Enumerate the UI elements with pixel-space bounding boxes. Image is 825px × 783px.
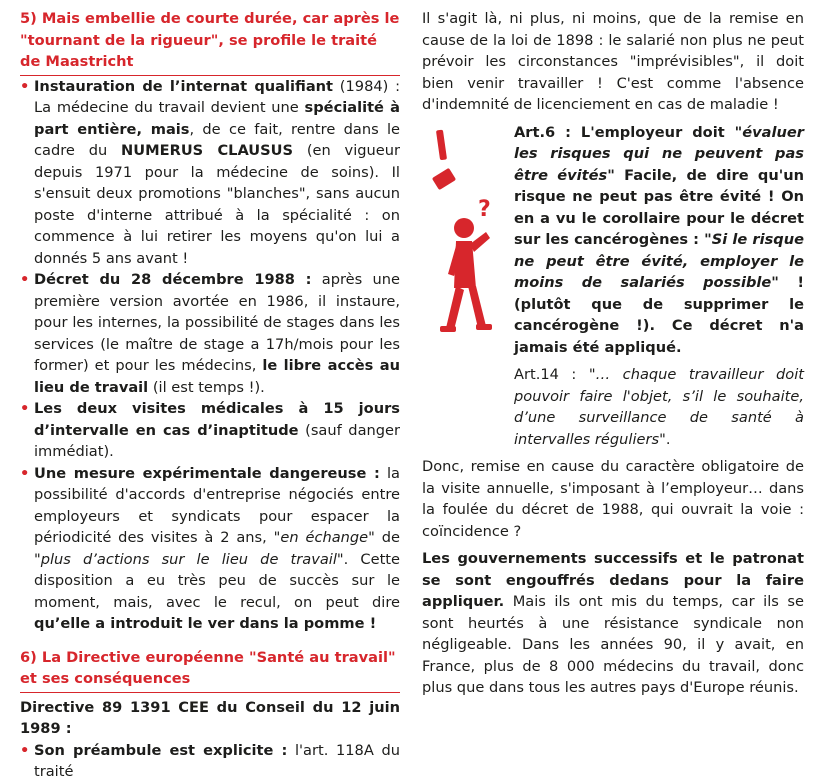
left-column — [20, 8, 400, 783]
para4-text: Mais ils ont mis du temps, car ils se sont heurtés à une résistance syndicale non négligeable. Dans les années 90, il y avait, en France, plus de 8 000 médecins du travail, donc plus que dans tous les autres pays d'Europe réunis. — [422, 593, 804, 696]
bullet4-text: la possibilité d'accords d'entreprise négociés entre employeurs et syndicats pour espacer la périodicité des visites à 2 ans, — [34, 464, 401, 546]
bullet2-text: après une première version avortée en 1986, il instaure, pour les internes, la possibilité de stages dans les services (le maître de stage a 17h/mois pour les former) et pour les médecins, — [34, 271, 400, 374]
art14-label: Art.14 : — [514, 366, 589, 383]
art6-comment-2: ! (plutôt que de supprimer le cancérogène !). Ce décret n'a jamais été appliqué. — [514, 274, 804, 356]
bullet4-text-2: de — [374, 529, 400, 546]
list-item — [20, 269, 400, 398]
bullet3-text: (sauf danger immédiat). — [34, 421, 401, 460]
section-6-heading: 6) La Directive européenne "Santé au travail" et ses conséquences — [20, 647, 400, 693]
spacer — [20, 635, 400, 647]
bullet3-title: Les deux visites médicales à 15 jours d’intervalle en cas d’inaptitude — [34, 400, 400, 439]
bullet2-text-2: (il est temps !). — [148, 378, 265, 396]
list-item — [20, 463, 400, 635]
paragraph-conclusion: Donc, remise en cause du caractère obligatoire de la visite annuelle, s'imposant à l’employeur… dans la foulée du décret de 1988, qui ouvrait la voie : coïncidence ? — [422, 458, 804, 540]
bullet4-quote-2: "plus d’actions sur le lieu de travail" — [34, 550, 344, 568]
art14-end: . — [665, 430, 671, 448]
bullet5-title: Son préambule est explicite : — [34, 741, 288, 759]
bullet5-text: l'art. 118A du traité — [34, 741, 400, 780]
falling-worker-icon — [426, 128, 512, 358]
bullet4-conclusion: qu’elle a introduit le ver dans la pomme ! — [34, 615, 377, 632]
bullet1-text: (1984) : La médecine du travail devient une — [34, 77, 400, 116]
art6-label: Art.6 : L'employeur doit — [514, 123, 735, 141]
bullet1-emphasis: spécialité à part entière, mais — [34, 99, 400, 138]
bullet1-text-2: , de ce fait, rentre dans le cadre du — [34, 120, 400, 159]
art6-comment: Facile, de dire qu'un risque ne peut pas être évité ! On en a vu le corollaire pour le décret sur les cancérogènes : — [514, 166, 804, 248]
bullet1-title: Instauration de l’internat qualifiant — [34, 77, 334, 95]
section-5-list — [20, 76, 400, 635]
bullet1-numerus: NUMERUS CLAUSUS — [121, 142, 294, 159]
art6-quote-2: "Si le risque ne peut être évité, employer le moins de salariés possible" — [514, 231, 804, 291]
section-5-heading: 5) Mais embellie de courte durée, car après le "tournant de la rigueur", se profile le traité de Maastricht — [20, 8, 400, 76]
svg-text:?: ? — [478, 197, 491, 222]
paragraph-governments — [422, 548, 804, 699]
art14-quote: "… chaque travailleur doit pouvoir faire l'objet, s’il le souhaite, d’une surveillance de santé à intervalles réguliers" — [514, 366, 805, 448]
paragraph-intro: Il s'agit là, ni plus, ni moins, que de la remise en cause de la loi de 1898 : le salarié non plus ne peut prévoir les circonstances "imprévisibles", il doit bien venir travailler ! C'est comme l'absence d'indemnité de licenciement en cas de maladie ! — [422, 10, 804, 113]
list-item — [20, 740, 400, 783]
bullet2-title: Décret du 28 décembre 1988 : — [34, 271, 312, 288]
para4-bold: Les gouvernements successifs et le patronat se sont engouffrés dedans pour la faire appliquer. — [422, 550, 804, 610]
section-6-list — [20, 740, 400, 783]
bullet2-emphasis: le libre accès au lieu de travail — [34, 357, 400, 396]
art6-quote: "évaluer les risques qui ne peuvent pas être évités" — [514, 123, 804, 184]
list-item — [20, 398, 400, 463]
bullet4-title: Une mesure expérimentale dangereuse : — [34, 464, 380, 482]
directive-title: Directive 89 1391 CEE du Conseil du 12 juin 1989 : — [20, 698, 400, 737]
bullet1-text-3: (en vigueur depuis 1971 pour la médecine de soins). Il s'ensuit deux promotions "blanches", sans aucun poste d'interne attribué à la spécialité : on commence à lui retirer les moyens qu'on lui a donnés 5 ans avant ! — [34, 142, 400, 267]
bullet4-text-3: . Cette disposition a eu très peu de succès sur le moment, mais, avec le recul, on peut dire — [34, 550, 400, 611]
bullet4-quote-1: "en échange" — [273, 529, 375, 546]
list-item — [20, 76, 400, 270]
article-14 — [422, 364, 804, 450]
